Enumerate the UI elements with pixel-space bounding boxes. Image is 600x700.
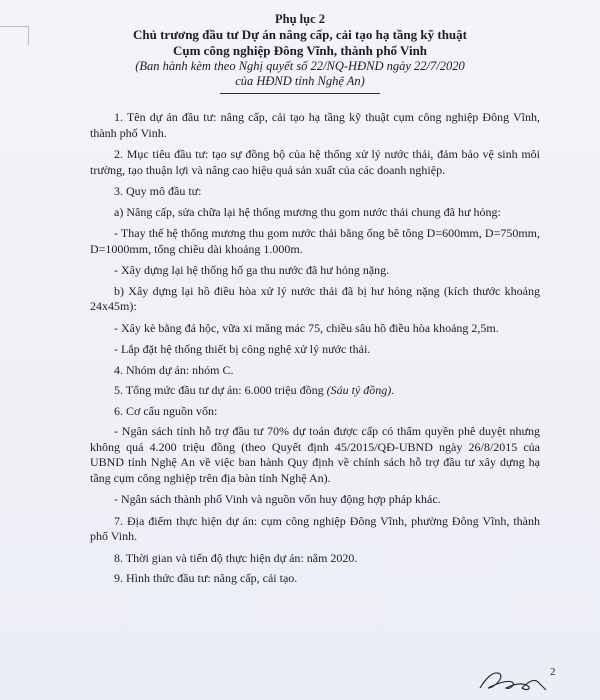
page-corner-mark <box>0 26 29 45</box>
paragraph-scale-b-1: - Xây kè bằng đá hộc, vữa xi măng mác 75, chiều sâu hồ điều hòa khoảng 2,5m. <box>114 320 499 335</box>
document-header <box>0 0 600 94</box>
page-number: 2 <box>550 666 556 678</box>
paragraph-scale-a-2: - Xây dựng lại hệ thống hố ga thu nước đã hư hỏng nặng. <box>114 263 390 277</box>
paragraph-total-investment <box>90 383 540 399</box>
subtitle-line-2: của HĐND tỉnh Nghệ An) <box>235 74 365 88</box>
appendix-label: Phụ lục 2 <box>274 12 325 26</box>
paragraph-timeline: 8. Thời gian và tiến độ thực hiện dự án: năm 2020. <box>114 550 358 565</box>
paragraph-project-name: 1. Tên dự án đầu tư: nâng cấp, cải tạo hạ tầng kỹ thuật cụm công nghiệp Đông Vĩnh, thành phố Vinh. <box>90 110 540 140</box>
paragraph-funding-city: - Ngân sách thành phố Vinh và nguồn vốn huy động hợp pháp khác. <box>114 492 441 506</box>
header-divider <box>220 93 380 94</box>
paragraph-funding: 6. Cơ cấu nguồn vốn: <box>114 403 218 418</box>
paragraph-objective: 2. Mục tiêu đầu tư: tạo sự đồng bộ của hệ thống xử lý nước thải, đảm bảo vệ sinh môi trường, tạo thuận lợi và nâng cao hiệu quả sản xuất của các doanh nghiệp. <box>90 147 540 177</box>
paragraph-group: 4. Nhóm dự án: nhóm C. <box>114 362 234 377</box>
paragraph-form: 9. Hình thức đầu tư: nâng cấp, cải tạo. <box>114 571 298 585</box>
document-body <box>90 110 540 592</box>
total-investment-words: (Sáu tỷ đồng) <box>326 383 392 397</box>
paragraph-location: 7. Địa điểm thực hiện dự án: cụm công nghiệp Đông Vĩnh, phường Đông Vĩnh, thành phố Vinh. <box>90 513 540 543</box>
initials-signature <box>476 664 566 694</box>
paragraph-scale: 3. Quy mô đầu tư: <box>114 184 202 198</box>
paragraph-scale-b: b) Xây dựng lại hồ điều hòa xử lý nước thải đã bị hư hỏng nặng (kích thước khoảng 24x45m): <box>90 283 540 313</box>
title-line-2: Cụm công nghiệp Đông Vĩnh, thành phố Vinh <box>172 43 428 58</box>
total-investment-end: . <box>391 383 395 397</box>
paragraph-scale-b-2: - Lắp đặt hệ thống thiết bị công nghệ xử lý nước thải. <box>114 342 371 356</box>
paragraph-scale-a: a) Nâng cấp, sửa chữa lại hệ thống mương thu gom nước thải chung đã hư hỏng: <box>114 204 501 219</box>
paragraph-funding-province: - Ngân sách tỉnh hỗ trợ đầu tư 70% dự toán được cấp có thẩm quyền phê duyệt nhưng không quá 4.200 triệu đồng (theo Quyết định 45/2015/QĐ-UBND ngày 26/8/2015 của UBND tỉnh Nghệ An về việc ban hành Quy định về chính sách hỗ trợ đầu tư xây dựng hạ tầng cụm công nghiệp trên địa bàn tỉnh Nghệ An). <box>90 424 540 485</box>
subtitle-line-1: (Ban hành kèm theo Nghị quyết số 22/NQ-HĐND ngày 22/7/2020 <box>135 59 465 73</box>
total-investment-text: 5. Tổng mức đầu tư dự án: 6.000 triệu đồng <box>114 383 327 397</box>
title-line-1: Chủ trương đầu tư Dự án nâng cấp, cải tạo hạ tầng kỹ thuật <box>133 27 467 42</box>
paragraph-scale-a-1: - Thay thế hệ thống mương thu gom nước thải bằng ống bê tông D=600mm, D=750mm, D=1000mm, tổng chiều dài khoảng 1.000m. <box>90 226 540 256</box>
